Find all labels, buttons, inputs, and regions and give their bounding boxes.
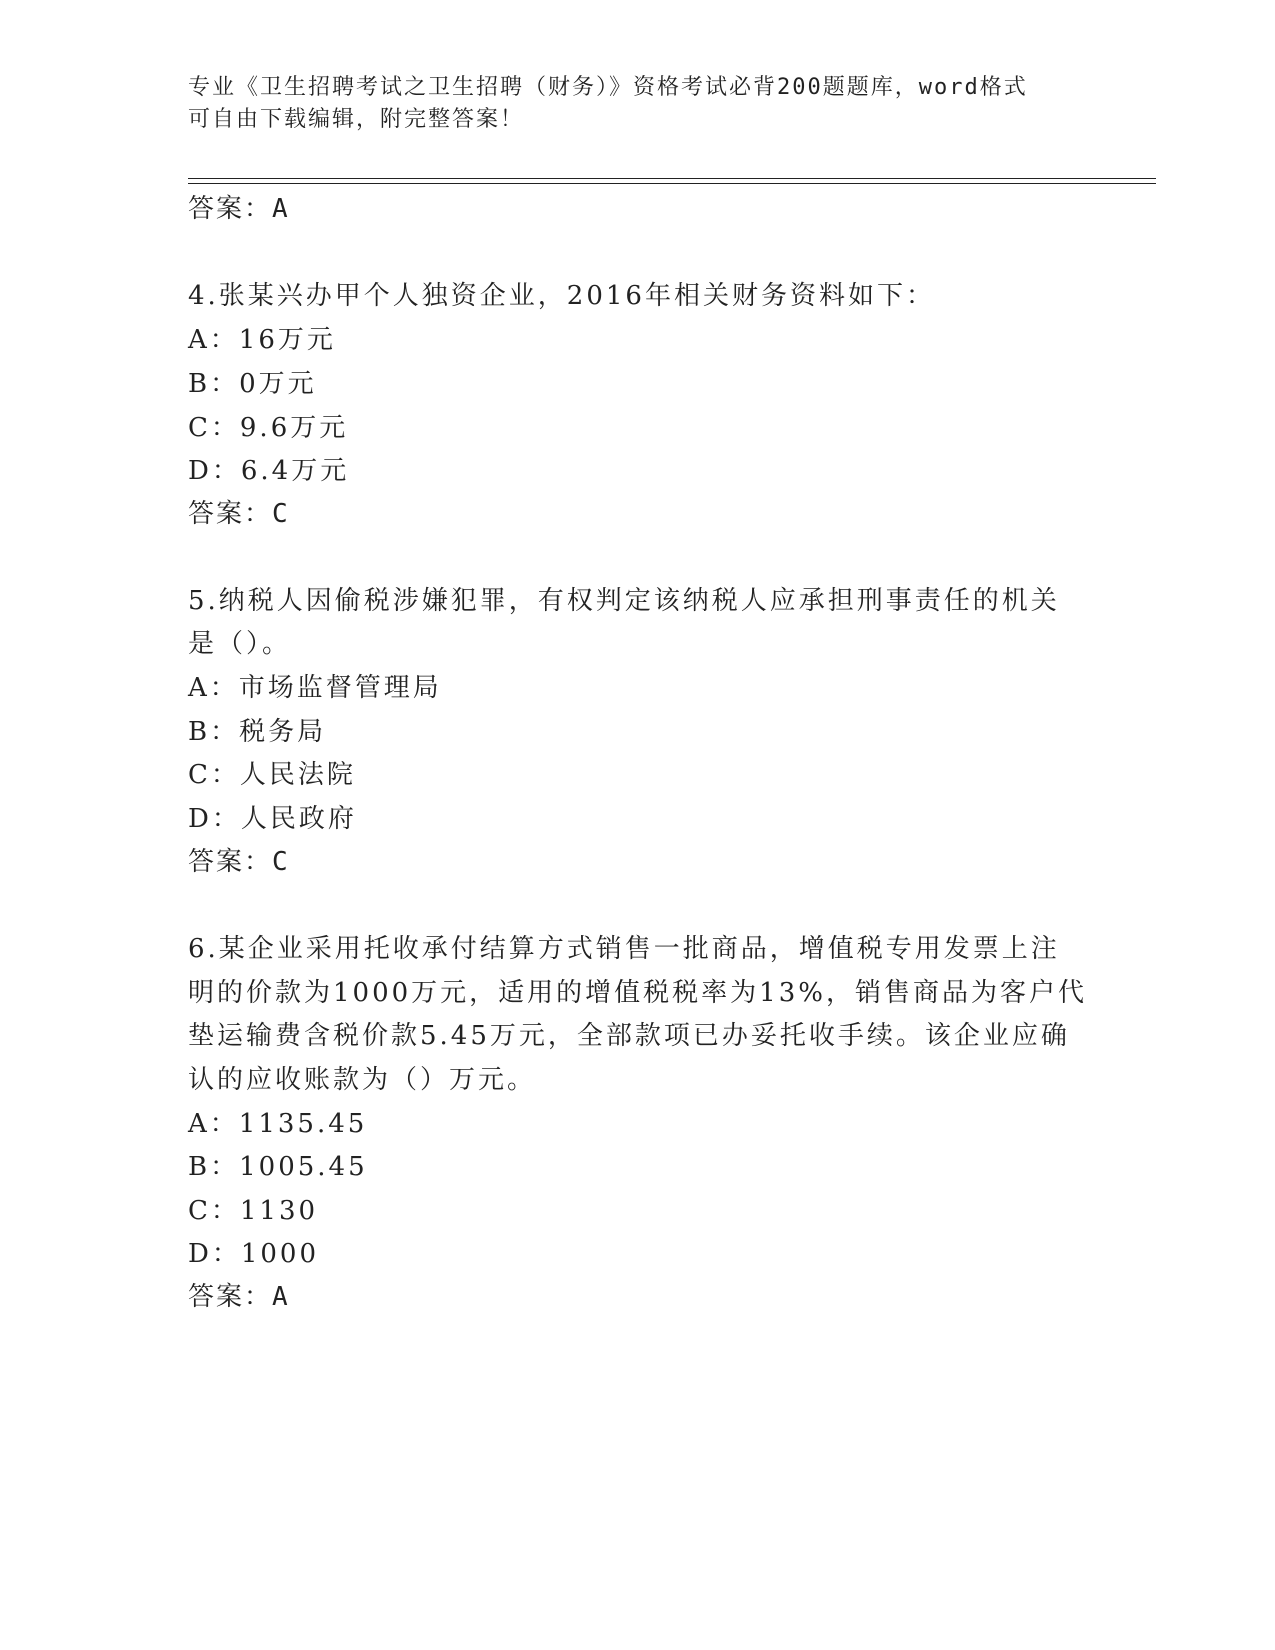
q4-option-c: C：9.6万元	[188, 413, 349, 443]
q4-answer: 答案：C	[188, 499, 290, 529]
q6-option-a: A：1135.45	[188, 1109, 368, 1139]
q4-option-d: D：6.4万元	[188, 456, 350, 486]
q6-stem-line-3: 垫运输费含税价款5.45万元，全部款项已办妥托收手续。该企业应确	[188, 1021, 1070, 1051]
q5-option-a: A：市场监督管理局	[188, 673, 442, 703]
page-header	[188, 72, 1088, 136]
q6-stem-line-4: 认的应收账款为（）万元。	[188, 1065, 537, 1095]
q5-answer: 答案：C	[188, 847, 290, 877]
q4-option-a: A：16万元	[188, 325, 336, 355]
header-line-1: 专业《卫生招聘考试之卫生招聘（财务）》资格考试必背200题题库，word格式	[188, 75, 1028, 100]
q5-option-b: B：税务局	[188, 717, 327, 747]
q5-option-d: D：人民政府	[188, 804, 357, 834]
header-rule-top	[188, 178, 1156, 179]
q6-option-d: D：1000	[188, 1239, 320, 1269]
q6-stem-line-1: 6.某企业采用托收承付结算方式销售一批商品，增值税专用发票上注	[188, 934, 1060, 964]
q6-stem-line-2: 明的价款为1000万元，适用的增值税税率为13%，销售商品为客户代	[188, 978, 1087, 1008]
q6-answer: 答案：A	[188, 1282, 290, 1312]
answer-previous: 答案：A	[188, 194, 290, 224]
q5-stem-line-1: 5.纳税人因偷税涉嫌犯罪，有权判定该纳税人应承担刑事责任的机关	[188, 586, 1060, 616]
q5-option-c: C：人民法院	[188, 760, 356, 790]
q6-option-b: B：1005.45	[188, 1152, 368, 1182]
q4-stem: 4.张某兴办甲个人独资企业，2016年相关财务资料如下：	[188, 281, 935, 311]
header-rule-bottom	[188, 183, 1156, 184]
q6-option-c: C：1130	[188, 1196, 319, 1226]
q5-stem-line-2: 是（）。	[188, 629, 292, 659]
q4-option-b: B：0万元	[188, 369, 317, 399]
header-line-2: 可自由下载编辑，附完整答案！	[188, 107, 525, 132]
